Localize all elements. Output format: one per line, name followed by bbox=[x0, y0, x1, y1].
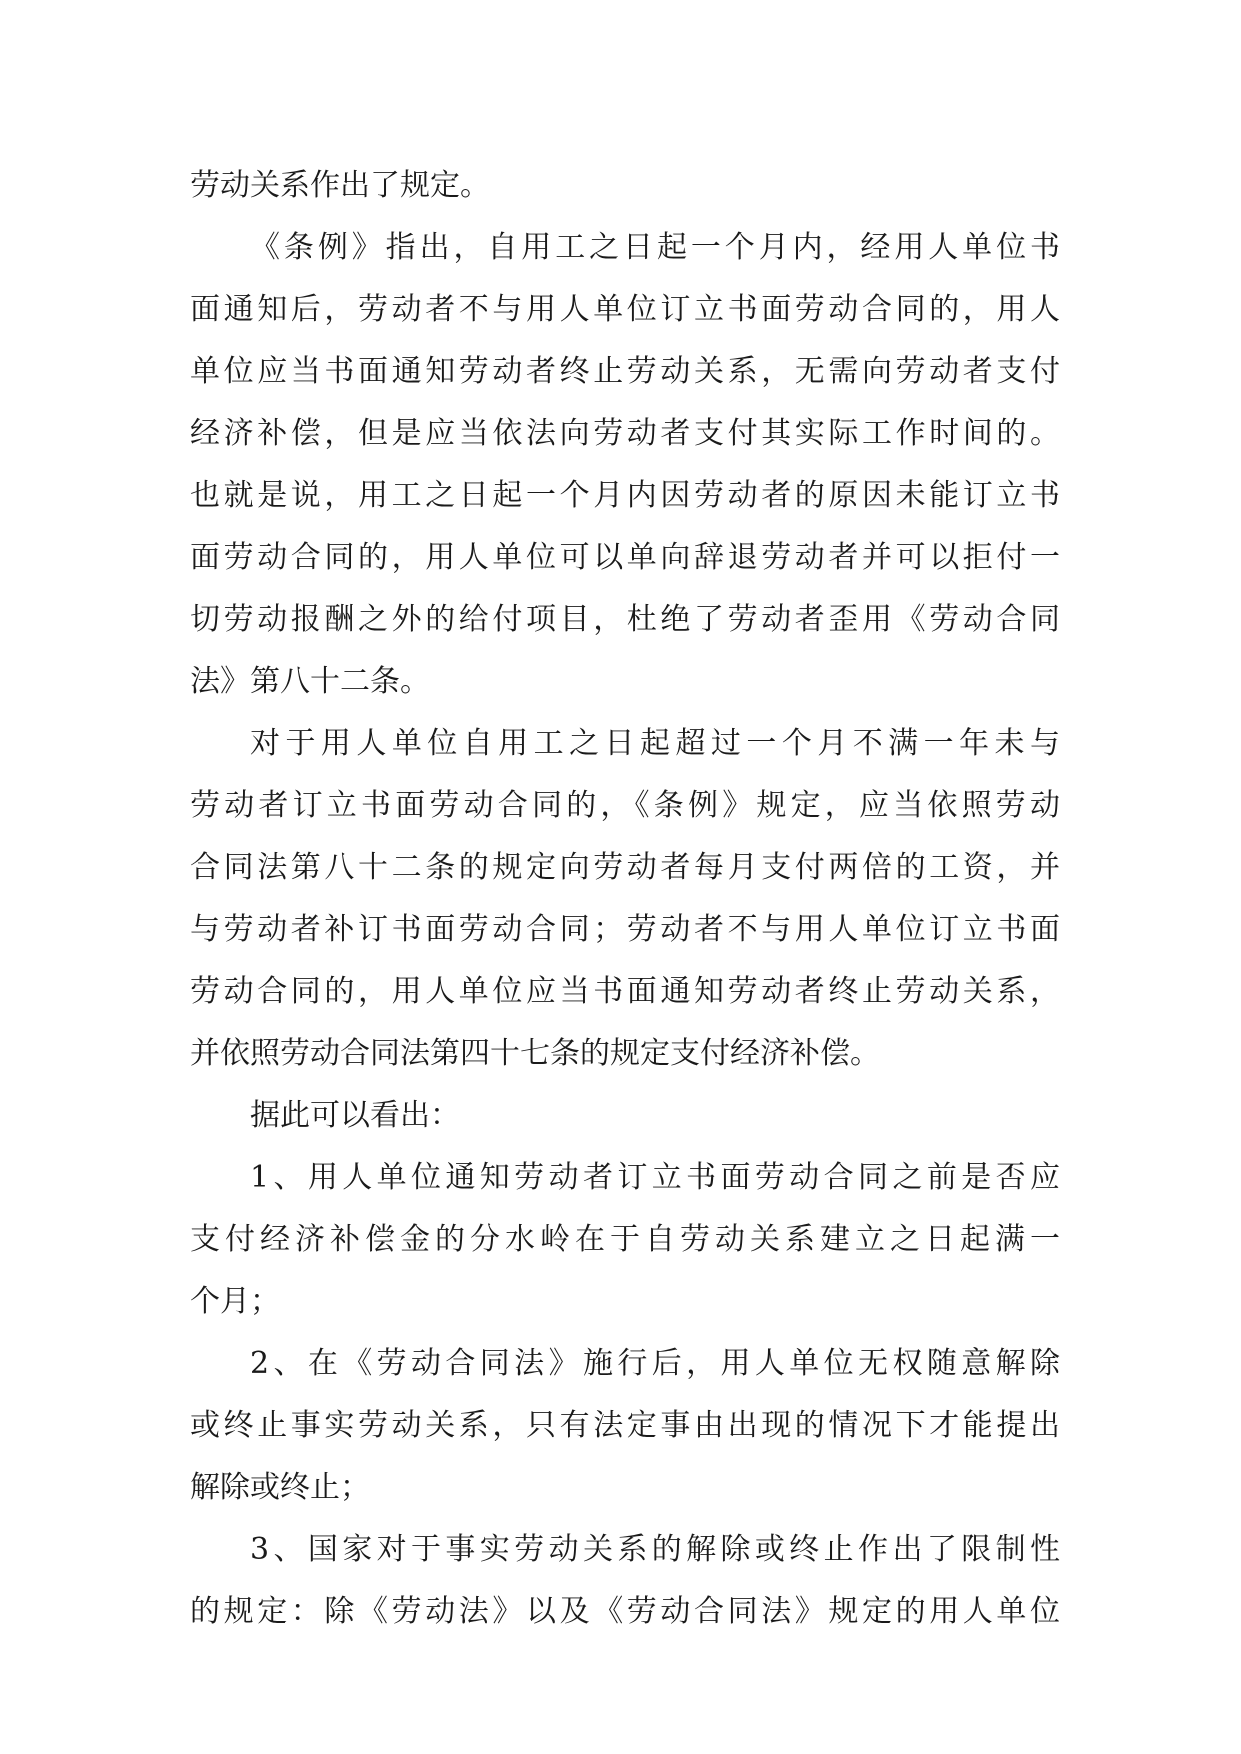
text-line: 切劳动报酬之外的给付项目，杜绝了劳动者歪用《劳动合同 bbox=[190, 602, 1060, 637]
text-line: 劳动者订立书面劳动合同的，《条例》规定，应当依照劳动 bbox=[190, 788, 1060, 823]
text-line: 与劳动者补订书面劳动合同；劳动者不与用人单位订立书面 bbox=[190, 912, 1060, 947]
text-line: 1、用人单位通知劳动者订立书面劳动合同之前是否应 bbox=[250, 1160, 1060, 1195]
text-line: 支付经济补偿金的分水岭在于自劳动关系建立之日起满一 bbox=[190, 1222, 1060, 1257]
text-line: 面劳动合同的，用人单位可以单向辞退劳动者并可以拒付一 bbox=[190, 540, 1060, 575]
text-line: 解除或终止； bbox=[190, 1470, 370, 1505]
text-line: 《条例》指出，自用工之日起一个月内，经用人单位书 bbox=[250, 230, 1060, 265]
text-line: 对于用人单位自用工之日起超过一个月不满一年未与 bbox=[250, 726, 1060, 761]
text-line: 并依照劳动合同法第四十七条的规定支付经济补偿。 bbox=[190, 1036, 880, 1071]
text-line: 面通知后，劳动者不与用人单位订立书面劳动合同的，用人 bbox=[190, 292, 1060, 327]
text-line: 劳动合同的，用人单位应当书面通知劳动者终止劳动关系， bbox=[190, 974, 1060, 1009]
text-line: 个月； bbox=[190, 1284, 280, 1319]
text-line: 的规定：除《劳动法》以及《劳动合同法》规定的用人单位 bbox=[190, 1594, 1060, 1629]
text-line: 法》第八十二条。 bbox=[190, 664, 430, 699]
text-line: 或终止事实劳动关系，只有法定事由出现的情况下才能提出 bbox=[190, 1408, 1060, 1443]
text-line: 经济补偿，但是应当依法向劳动者支付其实际工作时间的。 bbox=[190, 416, 1060, 451]
text-line: 合同法第八十二条的规定向劳动者每月支付两倍的工资，并 bbox=[190, 850, 1060, 885]
text-line: 2、在《劳动合同法》施行后，用人单位无权随意解除 bbox=[250, 1346, 1060, 1381]
body-text bbox=[190, 155, 1060, 1643]
text-line: 据此可以看出： bbox=[250, 1098, 460, 1133]
text-line: 单位应当书面通知劳动者终止劳动关系，无需向劳动者支付 bbox=[190, 354, 1060, 389]
text-line: 劳动关系作出了规定。 bbox=[190, 168, 490, 203]
text-line: 3、国家对于事实劳动关系的解除或终止作出了限制性 bbox=[250, 1532, 1060, 1567]
text-line: 也就是说，用工之日起一个月内因劳动者的原因未能订立书 bbox=[190, 478, 1060, 513]
